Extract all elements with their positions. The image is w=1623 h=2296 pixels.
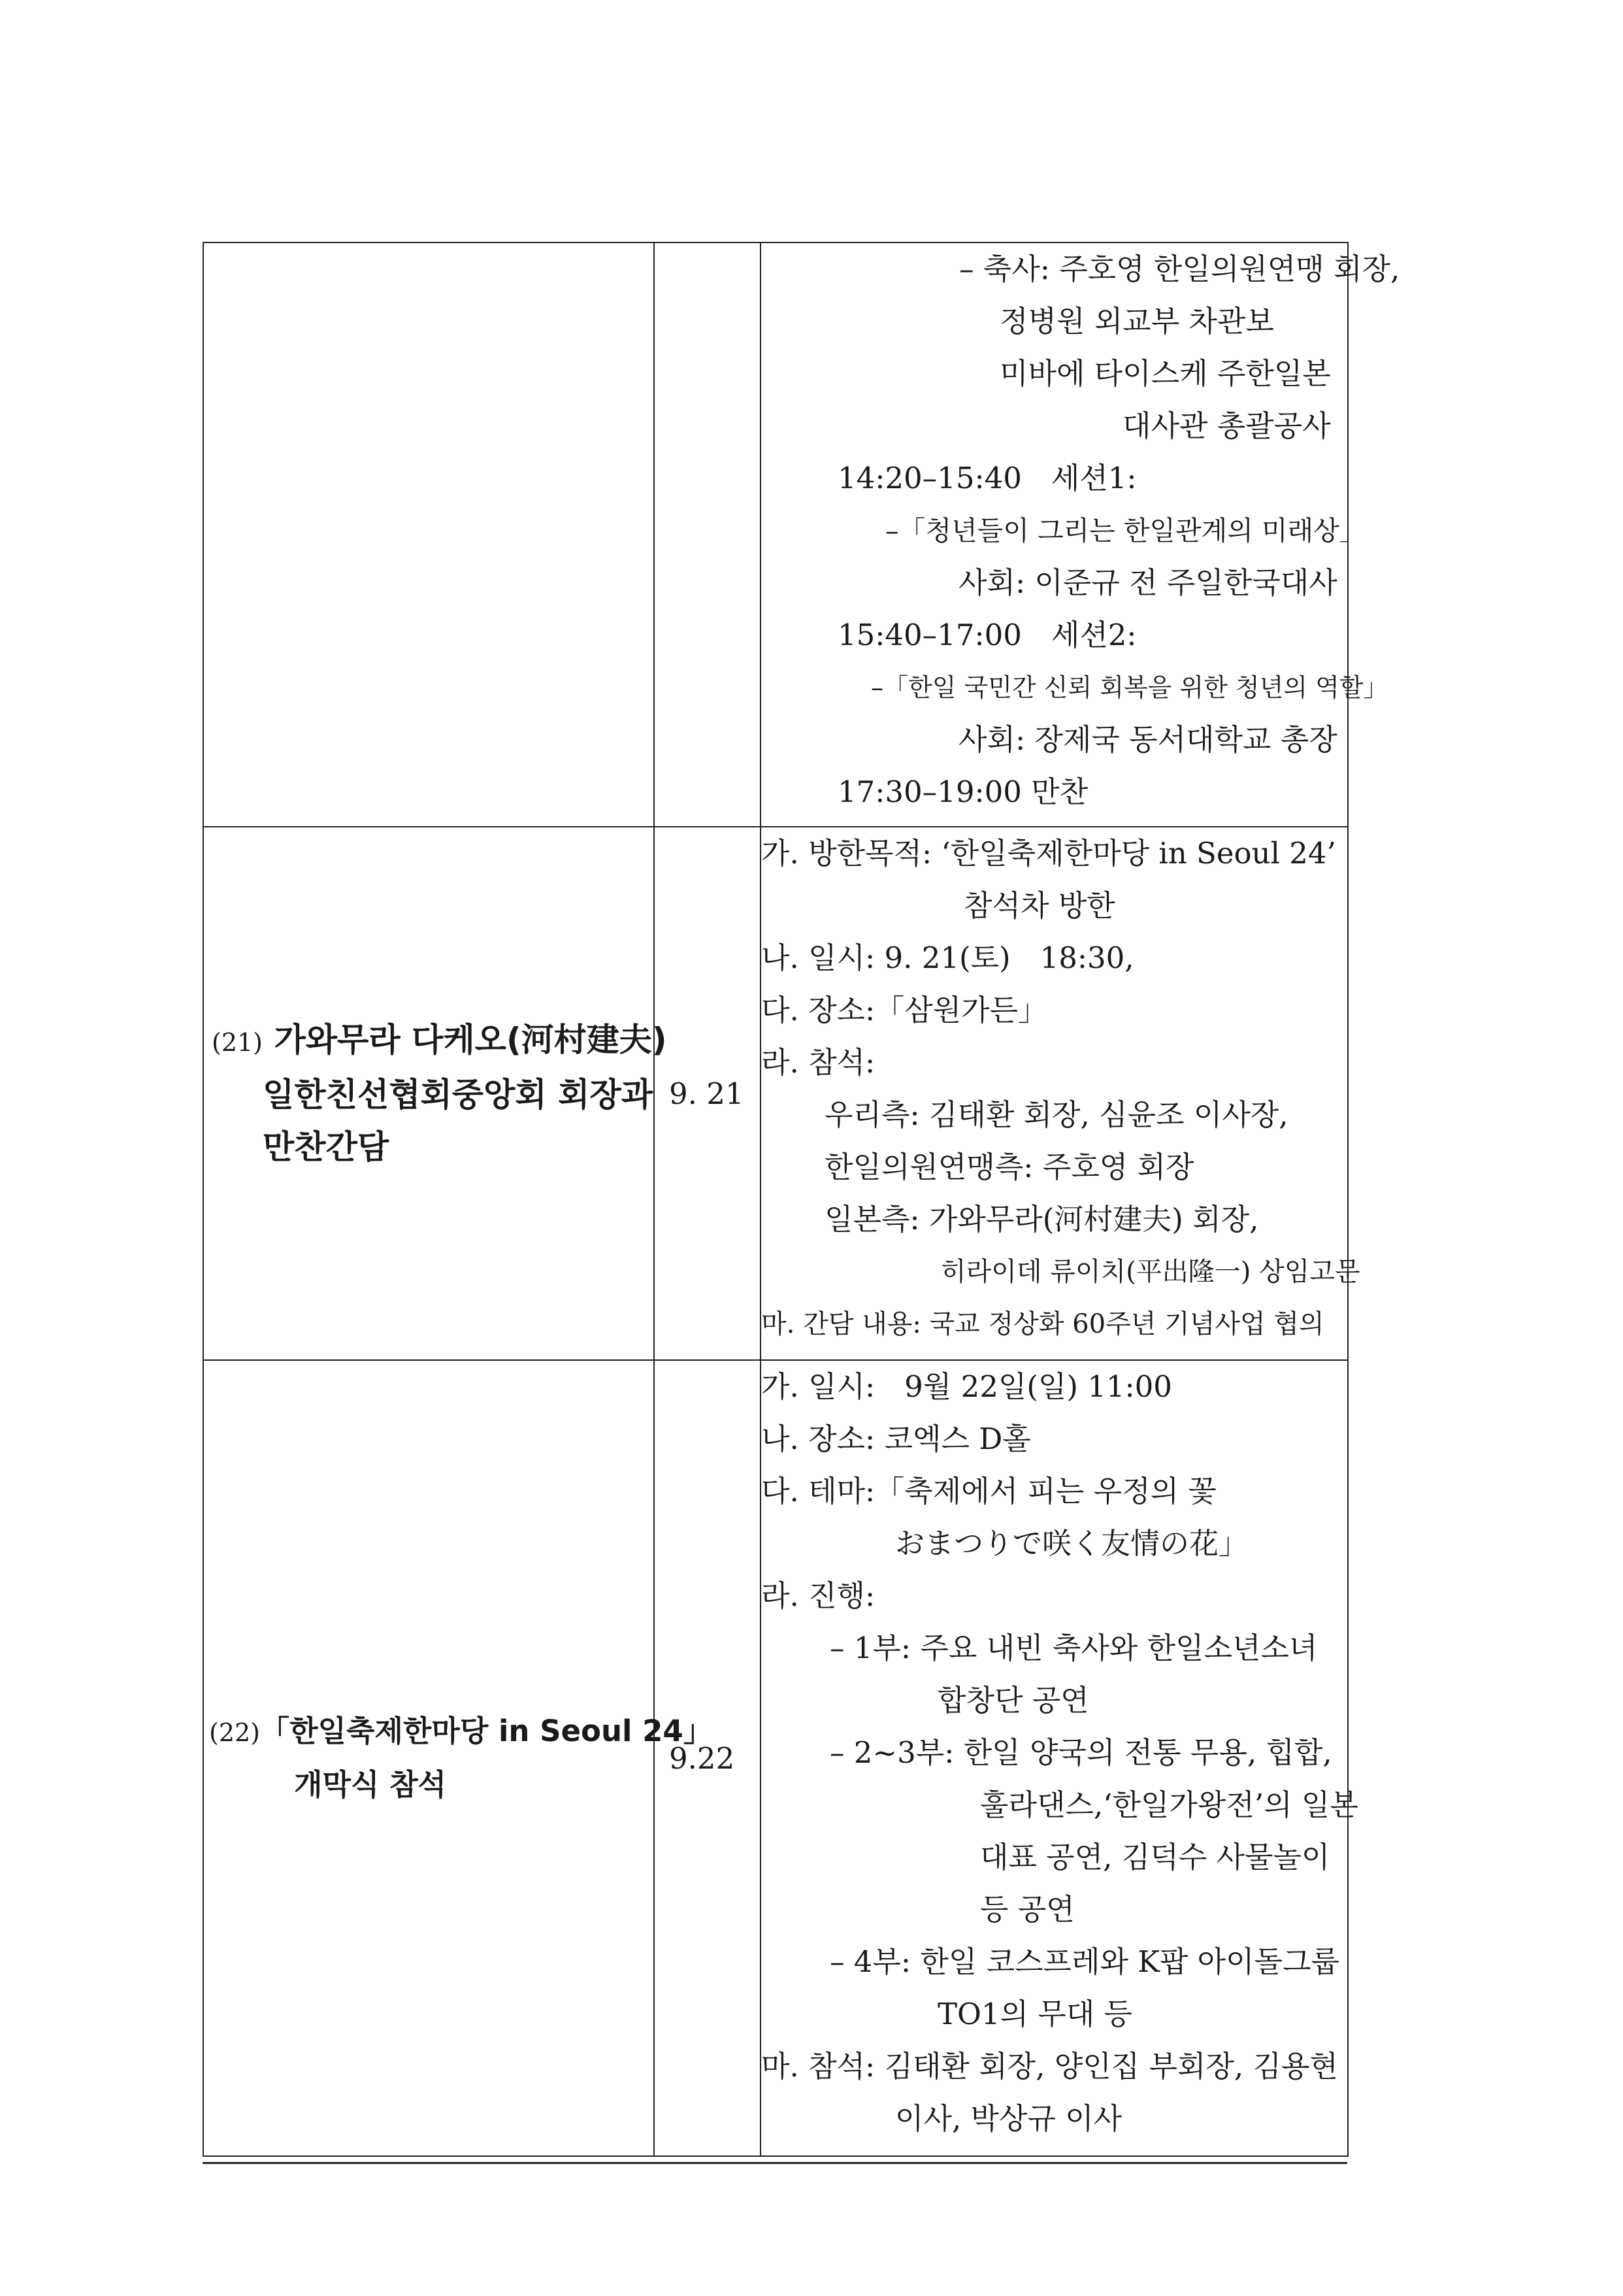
event-details-cell (761, 242, 1400, 827)
detail-line: 다. 테마:「축제에서 피는 우정의 꽃 (761, 1474, 1217, 1508)
detail-line: 미바에 타이스케 주한일본 (1000, 356, 1331, 391)
detail-line: – 축사: 주호영 한일의원연맹 회장, (959, 252, 1400, 286)
detail-line: 나. 일시: 9. 21(토) 18:30, (761, 940, 1134, 975)
detail-line: 한일의원연맹측: 주호영 회장 (825, 1150, 1194, 1184)
detail-line: 라. 참석: (761, 1045, 876, 1080)
detail-line: 등 공연 (980, 1892, 1075, 1927)
event-title-line: 일한친선협회중앙회 회장과 (263, 1076, 653, 1114)
detail-line: 이사, 박상규 이사 (895, 2101, 1123, 2136)
detail-line: 14:20–15:40 세션1: (838, 461, 1137, 495)
event-title-cell (203, 827, 667, 1360)
detail-line: – 2~3부: 한일 양국의 전통 무용, 힙합, (830, 1735, 1332, 1770)
event-details-cell (761, 1360, 1358, 2156)
detail-line: 참석차 방한 (964, 888, 1115, 923)
detail-line: 정병원 외교부 차관보 (1000, 304, 1274, 339)
event-date-cell: 9. 21 (654, 827, 761, 1360)
detail-line: – 1부: 주요 내빈 축사와 한일소년소녀 (830, 1631, 1318, 1665)
detail-line: 우리측: 김태환 회장, 심윤조 이사장, (825, 1097, 1288, 1132)
detail-line: 사회: 장제국 동서대학교 총장 (959, 722, 1337, 757)
event-details-cell (761, 827, 1360, 1360)
detail-line: –「한일 국민간 신뢰 회복을 위한 청년의 역할」 (871, 673, 1388, 702)
table-row (203, 1360, 1348, 2156)
detail-line: 대표 공연, 김덕수 사물놀이 (980, 1840, 1330, 1874)
event-title-text: 가와무라 다케오(河村建夫) (274, 1021, 667, 1059)
detail-line: 나. 장소: 코엑스 D홀 (761, 1422, 1031, 1456)
detail-line: 일본측: 가와무라(河村建夫) 회장, (825, 1202, 1259, 1237)
detail-line: 사회: 이준규 전 주일한국대사 (959, 565, 1337, 600)
event-number: (22) (209, 1718, 261, 1747)
detail-line: 마. 간담 내용: 국교 정상화 60주년 기념사업 협의 (761, 1309, 1324, 1339)
detail-line: 가. 방한목적: ‘한일축제한마당 in Seoul 24’ (761, 836, 1336, 871)
event-date-cell (654, 242, 761, 827)
event-title-line (212, 1014, 667, 1069)
event-title-text: 「한일축제한마당 in Seoul 24」 (260, 1714, 713, 1748)
event-title-line: 만찬간담 (263, 1128, 389, 1166)
event-number: (21) (212, 1028, 263, 1057)
detail-line: 히라이데 류이치(平出隆一) 상임고문 (941, 1257, 1360, 1287)
detail-line: 마. 참석: 김태환 회장, 양인집 부회장, 김용현 (761, 2049, 1338, 2084)
detail-line: –「청년들이 그리는 한일관계의 미래상」 (885, 515, 1366, 546)
detail-line: – 4부: 한일 코스프레와 K팝 아이돌그룹 (830, 1944, 1340, 1979)
event-date-cell: 9.22 (654, 1360, 761, 2156)
detail-line: 훌라댄스,‘한일가왕전’의 일본 (980, 1788, 1358, 1822)
event-title-line: 개막식 참석 (294, 1767, 447, 1802)
schedule-table (203, 242, 1400, 2157)
bottom-rule (203, 2162, 1347, 2164)
detail-line: 가. 일시: 9월 22일(일) 11:00 (761, 1369, 1172, 1404)
event-title-cell (203, 242, 654, 827)
detail-line: 17:30–19:00 만찬 (838, 774, 1089, 809)
table-row (203, 242, 1348, 827)
detail-line: おまつりで咲く友情の花」 (895, 1526, 1249, 1561)
detail-line: 라. 진행: (761, 1578, 876, 1613)
detail-line: TO1의 무대 등 (938, 1997, 1133, 2031)
detail-line: 15:40–17:00 세션2: (838, 618, 1137, 652)
table-row (203, 827, 1348, 1360)
detail-line: 합창단 공연 (938, 1683, 1089, 1718)
detail-line: 다. 장소:「삼원가든」 (761, 993, 1048, 1027)
detail-line: 대사관 총괄공사 (1123, 408, 1331, 443)
event-title-line (209, 1705, 713, 1759)
